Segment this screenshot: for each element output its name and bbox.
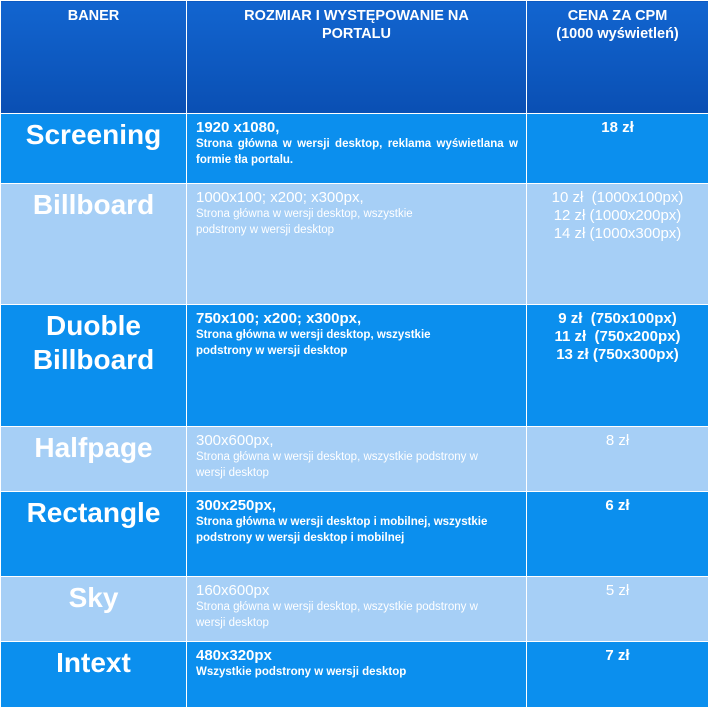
banner-size: 300x250px, [196, 497, 518, 514]
banner-name-line: Billboard [1, 343, 186, 377]
banner-name [1, 305, 187, 427]
banner-size: 160x600px [196, 582, 518, 599]
price-line: 14 zł (1000x300px) [527, 225, 708, 243]
banner-placement: Strona główna w wersji desktop i mobilnej, wszystkie podstrony w wersji desktop i mobilnej [196, 514, 518, 546]
banner-name [1, 427, 187, 492]
banner-description [187, 114, 527, 184]
header-banner: BANER [1, 1, 187, 114]
table-row [1, 577, 708, 642]
table-row [1, 305, 708, 427]
banner-price [527, 577, 708, 642]
banner-placement: Strona główna w wersji desktop, wszystkie podstrony w wersji desktop [196, 449, 518, 481]
banner-placement: Strona główna w wersji desktop, wszystkie podstrony w wersji desktop [196, 206, 518, 238]
banner-price [527, 184, 708, 305]
price-line: 6 zł [527, 497, 708, 515]
header-price-line2: (1000 wyświetleń) [527, 25, 708, 43]
banner-placement: Strona główna w wersji desktop, reklama wyświetlana w formie tła portalu. [196, 136, 518, 168]
banner-price [527, 305, 708, 427]
header-price-line1: CENA ZA CPM [527, 7, 708, 25]
banner-name [1, 114, 187, 184]
price-line: 9 zł (750x100px) [527, 310, 708, 328]
header-price [527, 1, 708, 114]
banner-description [187, 305, 527, 427]
banner-size: 480x320px [196, 647, 518, 664]
banner-name-line: Sky [1, 581, 186, 615]
price-line: 13 zł (750x300px) [527, 346, 708, 364]
banner-size: 300x600px, [196, 432, 518, 449]
table-row [1, 427, 708, 492]
banner-placement: Strona główna w wersji desktop, wszystkie podstrony w wersji desktop [196, 599, 518, 631]
banner-price [527, 492, 708, 577]
banner-price [527, 114, 708, 184]
banner-description [187, 577, 527, 642]
banner-name [1, 577, 187, 642]
banner-name-line: Duoble [1, 309, 186, 343]
banner-name-line: Intext [1, 646, 186, 680]
price-line: 5 zł [527, 582, 708, 600]
banner-size: 1920 x1080, [196, 119, 518, 136]
banner-name-line: Rectangle [1, 496, 186, 530]
banner-size: 1000x100; x200; x300px, [196, 189, 518, 206]
banner-name-line: Halfpage [1, 431, 186, 465]
price-line: 18 zł [527, 119, 708, 137]
table-row [1, 642, 708, 708]
banner-name [1, 642, 187, 708]
table-row [1, 114, 708, 184]
price-line: 12 zł (1000x200px) [527, 207, 708, 225]
banner-price [527, 642, 708, 708]
banner-name-line: Billboard [1, 188, 186, 222]
banner-name-line: Screening [1, 118, 186, 152]
banner-size: 750x100; x200; x300px, [196, 310, 518, 327]
banner-name [1, 184, 187, 305]
banner-description [187, 427, 527, 492]
price-line: 7 zł [527, 647, 708, 665]
table-row [1, 492, 708, 577]
banner-name [1, 492, 187, 577]
banner-price [527, 427, 708, 492]
price-line: 8 zł [527, 432, 708, 450]
banner-description [187, 492, 527, 577]
header-size-placement [187, 1, 527, 114]
header-row [1, 1, 708, 114]
price-line: 10 zł (1000x100px) [527, 189, 708, 207]
header-size-placement-label: ROZMIAR I WYSTĘPOWANIE NA PORTALU [244, 8, 469, 42]
price-line: 11 zł (750x200px) [527, 328, 708, 346]
banner-placement: Wszystkie podstrony w wersji desktop [196, 664, 518, 680]
banner-description [187, 184, 527, 305]
table-row [1, 184, 708, 305]
banner-description [187, 642, 527, 708]
banner-placement: Strona główna w wersji desktop, wszystkie podstrony w wersji desktop [196, 327, 518, 359]
